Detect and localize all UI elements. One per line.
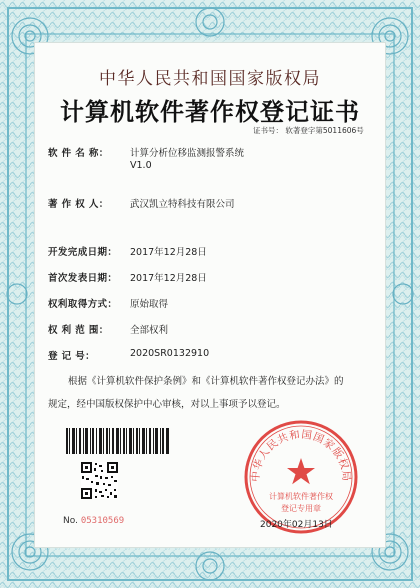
serial-prefix: No. — [63, 516, 78, 526]
registration-number-value: 2020SR0132910 — [130, 348, 210, 359]
statement-line-2: 规定，经中国版权保护中心审核，对以上事项予以登记。 — [48, 399, 286, 410]
seal-ring-text: 中华人民共和国国家版权局 — [249, 428, 353, 483]
serial-number — [63, 516, 124, 526]
certificate-number: 证书号： 软著登字第5011606号 — [253, 126, 364, 135]
statement-line-1: 根据《计算机软件保护条例》和《计算机软件著作权登记办法》的 — [68, 376, 344, 387]
acquisition-method-label: 权利取得方式： — [48, 299, 118, 310]
completion-date-label: 开发完成日期： — [48, 247, 118, 258]
first-publish-date-value: 2017年12月28日 — [130, 273, 207, 284]
software-name-value: 计算分析位移监测报警系统 — [130, 148, 245, 159]
seal-center-line-2: 登记专用章 — [281, 504, 321, 513]
copyright-owner-value: 武汉凯立特科技有限公司 — [130, 199, 235, 210]
certificate-title: 计算机软件著作权登记证书 — [60, 97, 360, 126]
first-publish-date-label: 首次发表日期： — [48, 273, 118, 284]
software-name-label: 软 件 名 称： — [48, 148, 109, 159]
software-version-value: V1.0 — [130, 160, 152, 171]
copyright-owner-label: 著 作 权 人： — [48, 199, 109, 210]
statement-paragraph — [48, 370, 378, 416]
issue-date: 2020年02月13日 — [260, 520, 333, 530]
rights-scope-value: 全部权利 — [130, 325, 169, 336]
registration-number-label: 登 记 号： — [48, 351, 96, 362]
rights-scope-label: 权 利 范 围： — [48, 325, 109, 336]
barcode-icon — [66, 428, 169, 454]
qr-code-icon — [81, 462, 118, 499]
acquisition-method-value: 原始取得 — [130, 299, 169, 310]
issuer-name: 中华人民共和国国家版权局 — [99, 69, 321, 89]
seal-center-line-1: 计算机软件著作权 — [269, 492, 333, 501]
serial-value: 05310569 — [80, 516, 125, 526]
completion-date-value: 2017年12月28日 — [130, 247, 207, 258]
